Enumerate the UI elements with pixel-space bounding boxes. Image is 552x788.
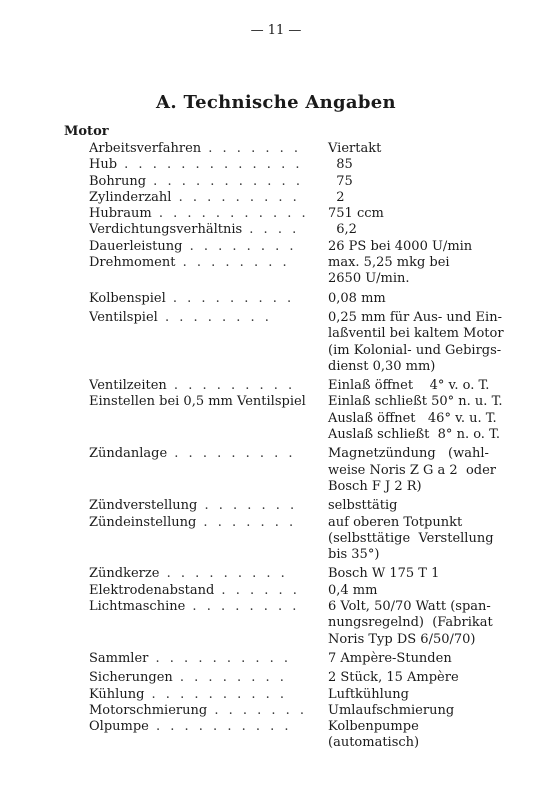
spec-label [89, 719, 321, 735]
spec-label [89, 583, 321, 599]
spec-value-line: 2 [328, 189, 345, 205]
spec-value [328, 703, 498, 719]
leader-dots: . . . . . . . [201, 141, 301, 156]
spec-row [0, 206, 552, 222]
spec-value-line: (automatisch) [328, 735, 420, 751]
spec-value [328, 670, 498, 686]
spec-label [89, 670, 321, 686]
spec-row [0, 651, 552, 667]
leader-dots: . . . . . . . [196, 514, 297, 530]
spec-row [0, 566, 552, 582]
spec-value-line: selbsttätig [328, 498, 398, 514]
spec-value [328, 239, 498, 255]
spec-label-text: Ölpumpe [89, 719, 149, 735]
spec-value-line: (im Kolonial- und Gebirgs- [328, 342, 502, 358]
spec-value [328, 515, 498, 564]
spec-label-text: Arbeitsverfahren [89, 141, 202, 156]
spec-value-line: Auslaß schließt 8° n. o. T. [328, 427, 500, 443]
spec-label-text: Dauerleistung [89, 238, 183, 254]
spec-value [328, 190, 498, 206]
spec-row [0, 498, 552, 514]
spec-value [328, 378, 498, 394]
spec-value-line: Magnetzündung (wahl- [328, 446, 489, 462]
spec-label [89, 651, 321, 667]
spec-value [328, 583, 498, 599]
spec-value-line: 7 Ampère-Stunden [328, 650, 452, 666]
spec-label-text: Einstellen bei 0,5 mm Ventilspiel [89, 394, 306, 410]
spec-label [89, 446, 321, 462]
spec-value-line: 2 Stück, 15 Ampère [328, 670, 459, 686]
spec-value-line: Bosch W 175 T 1 [328, 566, 440, 582]
spec-label [89, 566, 321, 582]
spec-label [89, 239, 321, 255]
spec-row [0, 583, 552, 599]
spec-row [0, 599, 552, 648]
spec-value-line: 6 Volt, 50/70 Watt (span- [328, 599, 491, 615]
spec-label-text: Hub [89, 157, 118, 173]
spec-value-line: 0,4 mm [328, 582, 378, 598]
spec-label-text: Zündkerze [89, 566, 160, 582]
leader-dots: . . . . [242, 222, 300, 238]
page-title: A. Technische Angaben [156, 92, 396, 113]
spec-row [0, 174, 552, 190]
spec-label-text: Sicherungen [89, 670, 173, 686]
spec-label-text: Ventilspiel [89, 309, 158, 325]
spec-value-line: Einlaß schließt 50° n. u. T. [328, 394, 503, 410]
spec-label [89, 394, 321, 410]
spec-row [0, 141, 552, 157]
spec-row [0, 222, 552, 238]
spec-row [0, 719, 552, 752]
spec-value [328, 651, 498, 667]
spec-label [89, 291, 321, 307]
spec-value-line: (selbsttätige Verstellung [328, 530, 494, 546]
spec-label [89, 206, 321, 222]
spec-value [328, 394, 503, 443]
page-number: — 11 — [250, 23, 302, 38]
leader-dots: . . . . . . . . . [167, 446, 296, 462]
spec-row [0, 670, 552, 686]
spec-value-line: Luftkühlung [328, 686, 409, 702]
spec-value-line: 751 ccm [328, 206, 384, 222]
spec-value [328, 566, 498, 582]
spec-label [89, 378, 321, 394]
spec-value [328, 309, 504, 375]
leader-dots: . . . . . . . . [182, 238, 297, 254]
leader-dots: . . . . . . . . . [165, 290, 295, 306]
spec-value [328, 174, 498, 190]
spec-value [328, 255, 498, 288]
spec-label-text: Zylinderzahl [89, 189, 172, 205]
leader-dots: . . . . . . . . [175, 255, 290, 271]
spec-value [328, 687, 498, 703]
section-heading: Motor [64, 124, 109, 139]
leader-dots: . . . . . . . . . . [144, 686, 288, 702]
spec-value-line: Einlaß öffnet 4° v. o. T. [328, 378, 490, 394]
leader-dots: . . . . . . . . . . [148, 719, 292, 735]
spec-row [0, 157, 552, 173]
spec-value-line: Viertakt [328, 141, 382, 156]
spec-label-text: Motorschmierung [89, 702, 208, 718]
spec-label-text: Verdichtungsverhältnis [89, 222, 243, 238]
spec-label [89, 222, 321, 238]
spec-value [328, 599, 498, 648]
spec-label-text: Kolbenspiel [89, 290, 166, 306]
spec-value [328, 157, 498, 173]
spec-label-text: Zündverstellung [89, 498, 198, 514]
leader-dots: . . . . . . . . . . . [146, 173, 303, 189]
spec-row [0, 190, 552, 206]
spec-label [89, 174, 321, 190]
spec-row [0, 310, 552, 375]
spec-value-line: 0,08 mm [328, 290, 386, 306]
spec-value-line: weise Noris Z G a 2 oder [328, 462, 497, 478]
spec-label [89, 687, 321, 703]
spec-value-line: 75 [328, 173, 353, 189]
spec-label [89, 141, 321, 157]
spec-label-text: Zündeinstellung [89, 514, 197, 530]
spec-value-line: 6,2 [328, 222, 357, 238]
spec-value-line: Kolbenpumpe [328, 719, 419, 735]
spec-value-line: bis 35°) [328, 547, 380, 563]
spec-label [89, 190, 321, 206]
spec-row [0, 291, 552, 307]
spec-row [0, 394, 552, 443]
spec-value [328, 446, 498, 495]
spec-value [328, 206, 498, 222]
spec-label-text: Zündanlage [89, 446, 168, 462]
spec-label [89, 703, 321, 719]
leader-dots: . . . . . . . [197, 498, 298, 514]
spec-label-text: Elektrodenabstand [89, 582, 215, 598]
spec-row [0, 239, 552, 255]
spec-value-line: 2650 U/min. [328, 271, 410, 287]
spec-label-text: Ventilzeiten [89, 378, 167, 394]
spec-value-line: max. 5,25 mkg bei [328, 255, 450, 271]
spec-value-line: auf oberen Totpunkt [328, 514, 463, 530]
leader-dots: . . . . . . . . . [159, 566, 288, 582]
spec-value [328, 141, 498, 157]
spec-value-line: 85 [328, 157, 353, 173]
spec-value [328, 222, 498, 238]
spec-value-line: Bosch F J 2 R) [328, 478, 422, 494]
spec-label-text: Kühlung [89, 686, 145, 702]
leader-dots: . . . . . . . [207, 702, 308, 718]
spec-label-text: Lichtmaschine [89, 599, 186, 615]
spec-row [0, 255, 552, 288]
leader-dots: . . . . . . . . . [171, 189, 300, 205]
spec-label [89, 255, 321, 271]
spec-row [0, 687, 552, 703]
leader-dots: . . . . . . . . . . [148, 650, 292, 666]
spec-label-text: Drehmoment [89, 255, 176, 271]
spec-value [328, 291, 498, 307]
spec-row [0, 378, 552, 394]
spec-label [89, 498, 321, 514]
spec-label [89, 599, 321, 615]
spec-label-text: Sammler [89, 650, 149, 666]
spec-label [89, 515, 321, 531]
leader-dots: . . . . . . . . . [166, 378, 296, 394]
leader-dots: . . . . . . . . [172, 670, 287, 686]
leader-dots: . . . . . . . . [157, 309, 272, 325]
spec-value-line: Umlaufschmierung [328, 702, 455, 718]
spec-value-line: laßventil bei kaltem Motor [328, 326, 504, 342]
spec-row [0, 515, 552, 564]
spec-value-line: 26 PS bei 4000 U/min [328, 238, 473, 254]
spec-row [0, 446, 552, 495]
spec-label-text: Hubraum [89, 206, 152, 222]
leader-dots: . . . . . . . . . . . [151, 206, 309, 222]
spec-label-text: Bohrung [89, 173, 147, 189]
spec-value-line: Noris Typ DS 6/50/70) [328, 631, 476, 647]
spec-label [89, 157, 321, 173]
leader-dots: . . . . . . [214, 582, 300, 598]
spec-value [328, 719, 498, 752]
spec-label [89, 310, 321, 326]
spec-value [328, 498, 498, 514]
spec-value-line: 0,25 mm für Aus- und Ein- [328, 309, 502, 325]
spec-value-line: dienst 0,30 mm) [328, 358, 436, 374]
spec-value-line: Auslaß öffnet 46° v. u. T. [328, 410, 497, 426]
spec-row [0, 703, 552, 719]
leader-dots: . . . . . . . . [185, 599, 300, 615]
spec-list [0, 141, 552, 752]
leader-dots: . . . . . . . . . . . . . [117, 157, 303, 173]
spec-value-line: nungsregelnd) (Fabrikat [328, 615, 493, 631]
